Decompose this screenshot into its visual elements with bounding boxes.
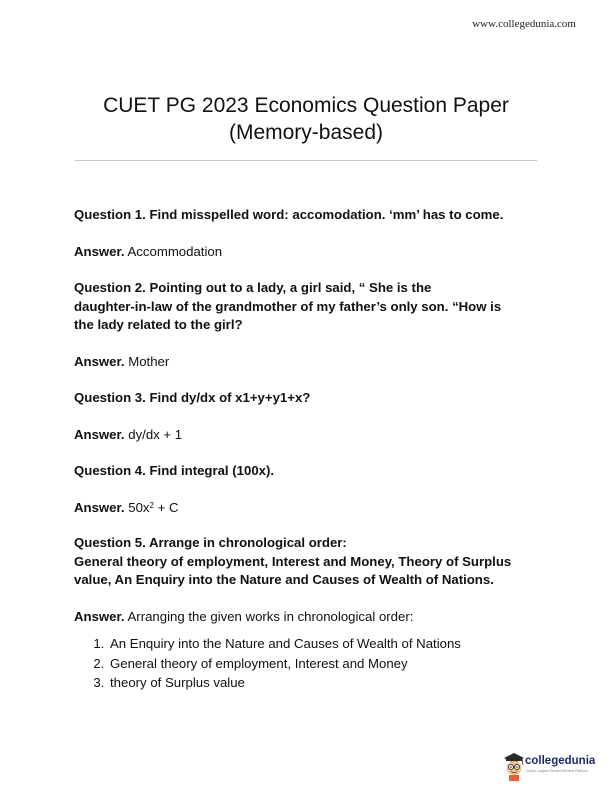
question-5-line1: Question 5. Arrange in chronological order:	[74, 535, 347, 550]
question-3: Question 3. Find dy/dx of x1+y+y1+x?	[74, 390, 311, 405]
list-item: 3. theory of Surplus value	[108, 673, 544, 693]
answer-text: Accommodation	[124, 243, 223, 259]
logo-tagline: India's Largest Student Review Platform	[526, 769, 589, 773]
question-2-line2: daughter-in-law of the grandmother of my father’s only son. “How is	[74, 298, 502, 314]
question-5	[74, 534, 544, 590]
question-4: Question 4. Find integral (100x).	[74, 463, 275, 478]
page-title	[0, 92, 612, 146]
question-2-line1: Question 2. Pointing out to a lady, a girl said, “ She is the	[74, 280, 432, 295]
answer-text-suffix: + C	[153, 499, 179, 515]
page-title-line2: (Memory-based)	[228, 121, 384, 144]
answer-5-list	[74, 634, 544, 693]
site-url[interactable]: www.collegedunia.com	[472, 18, 576, 30]
mascot-icon	[503, 752, 525, 782]
answer-label: Answer.	[74, 426, 125, 442]
answer-5	[74, 608, 544, 627]
question-2	[74, 279, 544, 335]
answer-label: Answer.	[74, 499, 125, 515]
question-list	[74, 206, 544, 693]
answer-4	[74, 499, 544, 518]
title-divider	[75, 160, 537, 161]
answer-text: Mother	[124, 353, 170, 369]
list-item: 2. General theory of employment, Interest and Money	[108, 654, 544, 674]
answer-1	[74, 243, 544, 262]
answer-2	[74, 353, 544, 372]
answer-label: Answer.	[74, 608, 125, 624]
answer-text: Arranging the given works in chronological order:	[124, 608, 414, 624]
answer-label: Answer.	[74, 243, 125, 259]
question-5-line3: value, An Enquiry into the Nature and Causes of Wealth of Nations.	[74, 572, 494, 587]
answer-text: dy/dx + 1	[124, 426, 183, 442]
answer-label: Answer.	[74, 353, 125, 369]
page-title-line1: CUET PG 2023 Economics Question Paper	[103, 94, 509, 117]
question-5-line2: General theory of employment, Interest and Money, Theory of Surplus	[74, 553, 512, 569]
answer-text: 50x	[124, 499, 150, 515]
question-1: Question 1. Find misspelled word: accomodation. ‘mm’ has to come.	[74, 207, 504, 222]
logo-text: collegedunia	[525, 755, 596, 767]
answer-3	[74, 426, 544, 445]
question-2-line3: the lady related to the girl?	[74, 317, 243, 332]
answer-superscript: 2	[149, 500, 154, 510]
list-item: 1. An Enquiry into the Nature and Causes of Wealth of Nations	[108, 634, 544, 654]
collegedunia-logo[interactable]	[503, 752, 603, 782]
